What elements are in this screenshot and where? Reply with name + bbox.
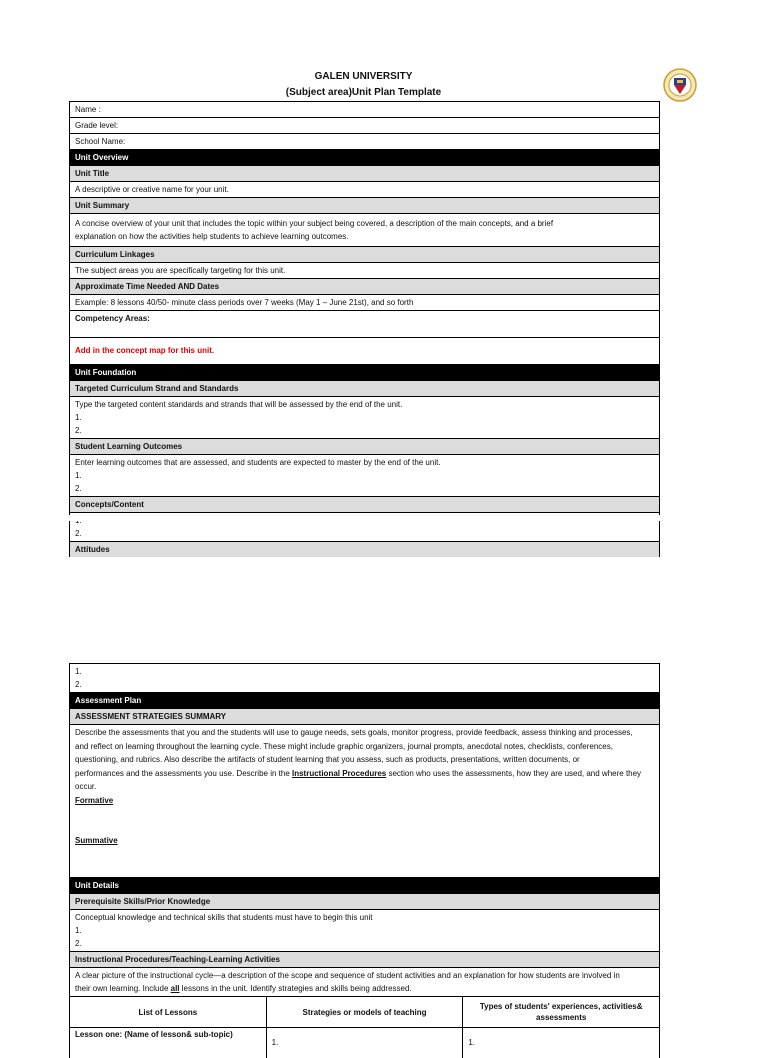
experiences-cell[interactable] [463, 1028, 659, 1058]
document-page-2 [0, 655, 768, 1047]
strategies-cell[interactable] [267, 1028, 464, 1058]
curriculum-strand-text[interactable] [70, 397, 659, 439]
template-title: (Subject area)Unit Plan Template [285, 87, 442, 98]
procedures-line-2c: lessons in the unit. Identify strategies and skills being addressed. [179, 984, 412, 993]
lessons-table-header [70, 997, 659, 1028]
prerequisite-line: Conceptual knowledge and technical skills that students must have to begin this unit [75, 913, 373, 922]
instructional-procedures-label: Instructional Procedures/Teaching-Learning Activities [70, 952, 659, 968]
assessment-line-5: occur. [75, 782, 97, 791]
assessment-summary-label: ASSESSMENT STRATEGIES SUMMARY [70, 709, 659, 725]
unit-title-label: Unit Title [70, 166, 659, 182]
concepts-content-label: Concepts/Content [70, 497, 659, 513]
assessment-line-4a: performances and the assessments you use. Describe in the [75, 768, 292, 778]
learning-outcomes-label: Student Learning Outcomes [70, 439, 659, 455]
time-needed-label: Approximate Time Needed AND Dates [70, 279, 659, 295]
procedures-line-1: A clear picture of the instructional cycle—a description of the scope and sequence of student activities and an explanation for how students are involved in [75, 971, 620, 980]
list-item: 2. [75, 680, 82, 689]
list-item: 2. [75, 529, 82, 538]
university-seal-icon [663, 68, 697, 102]
curriculum-linkages-label: Curriculum Linkages [70, 247, 659, 263]
curriculum-strand-line: Type the targeted content standards and strands that will be assessed by the end of the unit. [75, 400, 403, 409]
list-item: 1. [271, 1038, 279, 1047]
col-strategies: Strategies or models of teaching [267, 997, 464, 1027]
learning-outcomes-line: Enter learning outcomes that are assessed, and students are expected to master by the end of the unit. [75, 458, 441, 467]
list-item: 2. [75, 426, 82, 435]
assessment-summary-text[interactable] [70, 725, 659, 878]
curriculum-strand-label: Targeted Curriculum Strand and Standards [70, 381, 659, 397]
assessment-line-4 [75, 767, 654, 781]
col-student-experiences: Types of students' experiences, activities& assessments [479, 1002, 643, 1022]
unit-summary-line-1: A concise overview of your unit that includes the topic within your subject being covered, a description of the main concepts, and a brief [75, 219, 554, 228]
lesson-one-cell[interactable]: Lesson one: (Name of lesson& sub-topic) [70, 1028, 267, 1058]
attitudes-list[interactable] [70, 664, 659, 693]
unit-overview-heading: Unit Overview [70, 150, 659, 166]
page-cutoff [69, 515, 660, 521]
unit-summary-line-2: explanation on how the activities help students to achieve learning outcomes. [75, 232, 349, 241]
list-item: 2. [75, 484, 82, 493]
unit-summary-label: Unit Summary [70, 198, 659, 214]
concept-map-note[interactable]: Add in the concept map for this unit. [70, 338, 659, 365]
formative-label: Formative [75, 795, 114, 805]
unit-plan-table-bottom [69, 663, 660, 1058]
procedures-line-2 [75, 982, 654, 995]
assessment-line-2: and reflect on learning throughout the learning cycle. These might include graphic organizers, journal prompts, anecdotal notes, checklists, conferences, [75, 741, 613, 751]
curriculum-linkages-text[interactable]: The subject areas you are specifically targeting for this unit. [70, 263, 659, 279]
list-item: 1. [75, 471, 82, 480]
unit-summary-text[interactable] [70, 214, 659, 247]
procedures-all: all [170, 984, 180, 993]
list-item: 1. [75, 413, 82, 422]
attitudes-label: Attitudes [70, 542, 659, 557]
col-list-of-lessons: List of Lessons [70, 997, 267, 1027]
instructional-procedures-link: Instructional Procedures [292, 768, 387, 778]
prerequisite-skills-text[interactable] [70, 910, 659, 952]
instructional-procedures-text[interactable] [70, 968, 659, 997]
unit-plan-table-top [69, 101, 660, 557]
list-item: 1. [75, 926, 82, 935]
list-item: 1. [468, 1038, 476, 1047]
school-name-field[interactable]: School Name: [70, 134, 659, 150]
assessment-line-4c: section who uses the assessments, how they are used, and where they [386, 768, 642, 778]
assessment-line-3: questioning, and rubrics. Also describe the artifacts of student learning that you assess, such as products, presentations, written documents, or [75, 755, 580, 764]
competency-areas-label[interactable]: Competency Areas: [70, 311, 659, 338]
procedures-line-2a: their own learning. Include [75, 984, 171, 993]
time-needed-text[interactable]: Example: 8 lessons 40/50- minute class periods over 7 weeks (May 1 – June 21st), and so forth [70, 295, 659, 311]
summative-label: Summative [75, 836, 118, 845]
list-item: 2. [75, 939, 82, 948]
unit-title-text[interactable]: A descriptive or creative name for your unit. [70, 182, 659, 198]
grade-level-field[interactable]: Grade level: [70, 118, 659, 134]
unit-details-heading: Unit Details [70, 878, 659, 894]
assessment-line-1: Describe the assessments that you and the students will use to gauge needs, sets goals, monitor progress, provide feedback, assess thinking and processes, [75, 728, 633, 737]
assessment-plan-heading: Assessment Plan [70, 693, 659, 709]
table-row [70, 1028, 659, 1058]
learning-outcomes-text[interactable] [70, 455, 659, 497]
prerequisite-skills-label: Prerequisite Skills/Prior Knowledge [70, 894, 659, 910]
unit-foundation-heading: Unit Foundation [70, 365, 659, 381]
name-field[interactable]: Name : [70, 102, 659, 118]
list-item: 1. [75, 667, 82, 676]
university-name: GALEN UNIVERSITY [314, 71, 413, 82]
